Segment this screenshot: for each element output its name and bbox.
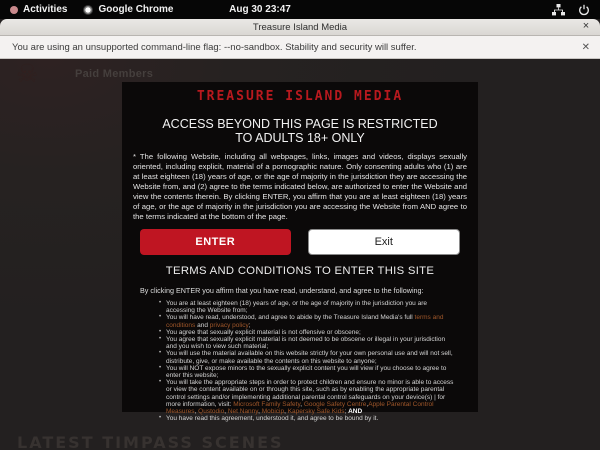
terms-list-item	[159, 300, 454, 314]
terms-text: You will use the material available on this website strictly for your own personal use and will not sell, distribute, give, or make available the contents on this website to anyone;	[166, 350, 453, 365]
terms-list-item	[159, 365, 454, 379]
app-menu-label: Google Chrome	[98, 4, 174, 15]
terms-text: ,	[300, 400, 304, 408]
terms-link[interactable]: Qustodio	[198, 408, 225, 416]
terms-link[interactable]: Net Nanny	[227, 408, 259, 416]
brand-title: TREASURE ISLAND MEDIA	[196, 89, 404, 104]
age-gate-buttons	[140, 229, 460, 255]
nav-paid-members[interactable]: Paid Members	[75, 68, 154, 80]
terms-text: ;	[344, 408, 349, 416]
chrome-icon	[83, 5, 93, 15]
terms-list-item	[159, 314, 454, 328]
terms-text: ,	[224, 408, 228, 416]
terms-text: You will have read, understood, and agree to abide by the Treasure Island Media's full	[166, 314, 415, 322]
terms-link[interactable]: Apple Parental Control Measures	[166, 400, 434, 416]
activities-button[interactable]	[0, 0, 75, 19]
terms-list	[159, 300, 454, 422]
terms-heading: TERMS AND CONDITIONS TO ENTER THIS SITE	[165, 265, 435, 277]
window-titlebar	[0, 19, 600, 36]
terms-text: You are at least eighteen (18) years of age, or the age of majority in the jurisdiction you are accessing the Website from;	[166, 300, 427, 315]
gnome-top-bar	[0, 0, 600, 19]
terms-link[interactable]: Microsoft Family Safety	[233, 400, 301, 408]
terms-text-bold: AND	[348, 408, 363, 416]
terms-text: You have read this agreement, understood it, and agree to be bound by it.	[166, 415, 379, 423]
chrome-infobar	[0, 36, 600, 59]
terms-text: ,	[258, 408, 262, 416]
terms-text: ,	[284, 408, 288, 416]
window-title: Treasure Island Media	[252, 21, 348, 33]
terms-text: You will NOT expose minors to the sexually explicit content you will view if you choose to agree to enter this website;	[166, 364, 447, 380]
app-menu-google-chrome[interactable]	[75, 0, 181, 19]
network-icon[interactable]	[552, 4, 565, 16]
infobar-message: You are using an unsupported command-line flag: --no-sandbox. Stability and security will suffer.	[12, 41, 417, 53]
webpage-background	[0, 59, 600, 450]
activities-label: Activities	[23, 4, 68, 15]
activities-dot-icon	[10, 6, 18, 14]
terms-link[interactable]: privacy policy	[209, 321, 249, 329]
terms-text: and	[195, 321, 210, 329]
terms-text: You agree that sexually explicit material is not offensive or obscene;	[166, 328, 361, 336]
terms-intro: By clicking ENTER you affirm that you have read, understand, and agree to the following:	[140, 286, 424, 295]
exit-button[interactable]: Exit	[308, 229, 461, 255]
window-close-icon[interactable]: ×	[582, 20, 590, 32]
restricted-heading: ACCESS BEYOND THIS PAGE IS RESTRICTED TO ADULTS 18+ ONLY	[162, 117, 438, 145]
terms-link[interactable]: Mobicip	[261, 408, 285, 416]
terms-text: ,	[366, 400, 369, 408]
terms-list-item	[159, 415, 454, 422]
latest-scenes-heading: LATEST TIMPASS SCENES	[17, 433, 284, 450]
terms-list-item	[159, 379, 454, 415]
disclaimer-text: * The following Website, including all webpages, links, images and videos, displays sexually oriented, including explicit, material of a pornographic nature. Only consenting adults who (1) are at least eighteen (18) years of age, or the age of majority in the jurisdiction they are accessing the Website from, and (2) agree to the terms indicated below, are authorized to enter the Website and view the contents therein. By clicking ENTER, you affirm that you are at least eighteen (18) years of age, or the age of majority in the jurisdiction you are accessing the Website from AND agree to the terms indicated at the bottom of the page.	[133, 152, 467, 221]
terms-text: You agree that sexually explicit material is not deemed to be obscene or illegal in your jurisdiction and you wish to view such material;	[166, 336, 446, 351]
power-icon[interactable]	[578, 4, 590, 16]
enter-button[interactable]: ENTER	[140, 229, 291, 255]
terms-link[interactable]: terms and conditions	[166, 314, 444, 329]
age-gate-modal	[122, 82, 478, 423]
infobar-close-icon[interactable]: ✕	[581, 41, 590, 53]
terms-text: ,	[194, 408, 199, 416]
terms-list-item	[159, 329, 454, 336]
clock[interactable]: Aug 30 23:47	[229, 4, 291, 15]
terms-list-item	[159, 336, 454, 350]
terms-text: ;	[248, 321, 251, 329]
terms-link[interactable]: Kapersky Safe Kids	[287, 408, 345, 416]
terms-list-item	[159, 350, 454, 364]
system-tray	[552, 0, 594, 19]
terms-link[interactable]: Google Safety Centre	[303, 400, 367, 408]
skull-logo-icon[interactable]: ☠	[16, 60, 39, 88]
terms-text: You will take the appropriate steps in order to protect children and ensure no minor is able to access or view the content available on or through this site, such as by enabling the appropriate parental control settings and/or implementing additional parental control safeguards on your device(s) | for more information, visit:	[166, 379, 454, 408]
